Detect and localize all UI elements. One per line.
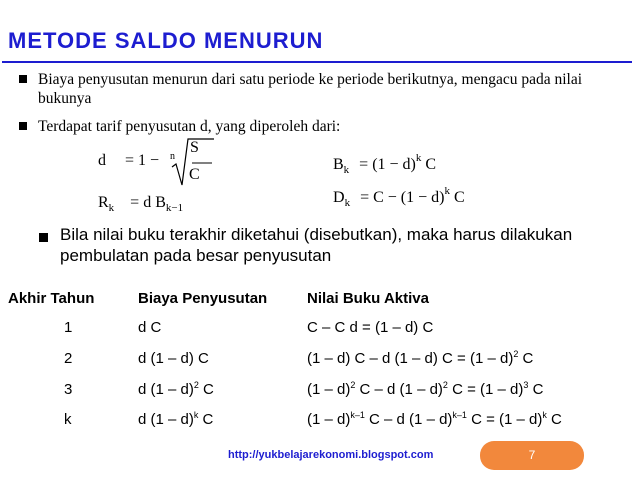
formula-dk: $D_k = C - (1 - d)^k$ C [333,185,465,209]
title-underline [2,61,632,63]
formula-r: $R_k = d$ $B_{k-1}$ [98,194,184,214]
table-cell-year: 3 [64,381,73,398]
page-number-badge [480,441,584,470]
table-header-year: Akhir Tahun [8,290,95,307]
note-text: Bila nilai buku terakhir diketahui (disebutkan), maka harus dilakukan pembulatan pada besar penyusutan [60,225,573,265]
table-header-book: Nilai Buku Aktiva [307,290,429,307]
bullet-square-icon [39,233,48,242]
table-cell-book: (1 – d) C – d (1 – d) C = (1 – d)$^2$ C [307,349,534,367]
table-cell-cost: d (1 – d)$^2$ C [138,380,214,398]
table-cell-year: k [64,411,72,428]
table-cell-book: (1 – d)$^2$ C – d (1 – d)$^2$ C = (1 – d)$^3$ C [307,380,544,398]
footer-url[interactable]: http://yukbelajarekonomi.blogspot.com [228,449,434,461]
formula-d-lhs: d [98,152,106,169]
table-cell-book: (1 – d)$^{k-1}$ C – d (1 – d)$^{k-1}$ C = (1 – d)$^k$ C [307,410,562,428]
formula-b: $B_k = (1 - d)^k$ C [333,152,437,176]
table-cell-cost: d C [138,319,162,336]
slide-title: METODE SALDO MENURUN [8,28,324,53]
bullet-square-icon [19,75,27,83]
formula-root-index: n [170,151,175,162]
page-number: 7 [528,448,536,462]
formula-denominator: C [189,166,200,183]
bullet-text: Biaya penyusutan menurun dari satu periode ke periode berikutnya, mengacu pada nilai bukunya [38,71,583,107]
table-header-cost: Biaya Penyusutan [138,290,268,307]
table-cell-year: 1 [64,319,73,336]
table-cell-year: 2 [64,350,73,367]
table-cell-book: C – C d = (1 – d) C [307,319,434,336]
bullet-square-icon [19,122,27,130]
table-cell-cost: d (1 – d) C [138,350,209,367]
formula-d-eq: = 1 − [125,152,160,169]
formula-numerator: S [190,139,199,156]
table-cell-cost: d (1 – d)$^k$ C [138,410,214,428]
bullet-text: Terdapat tarif penyusutan d, yang diperoleh dari: [38,118,341,135]
